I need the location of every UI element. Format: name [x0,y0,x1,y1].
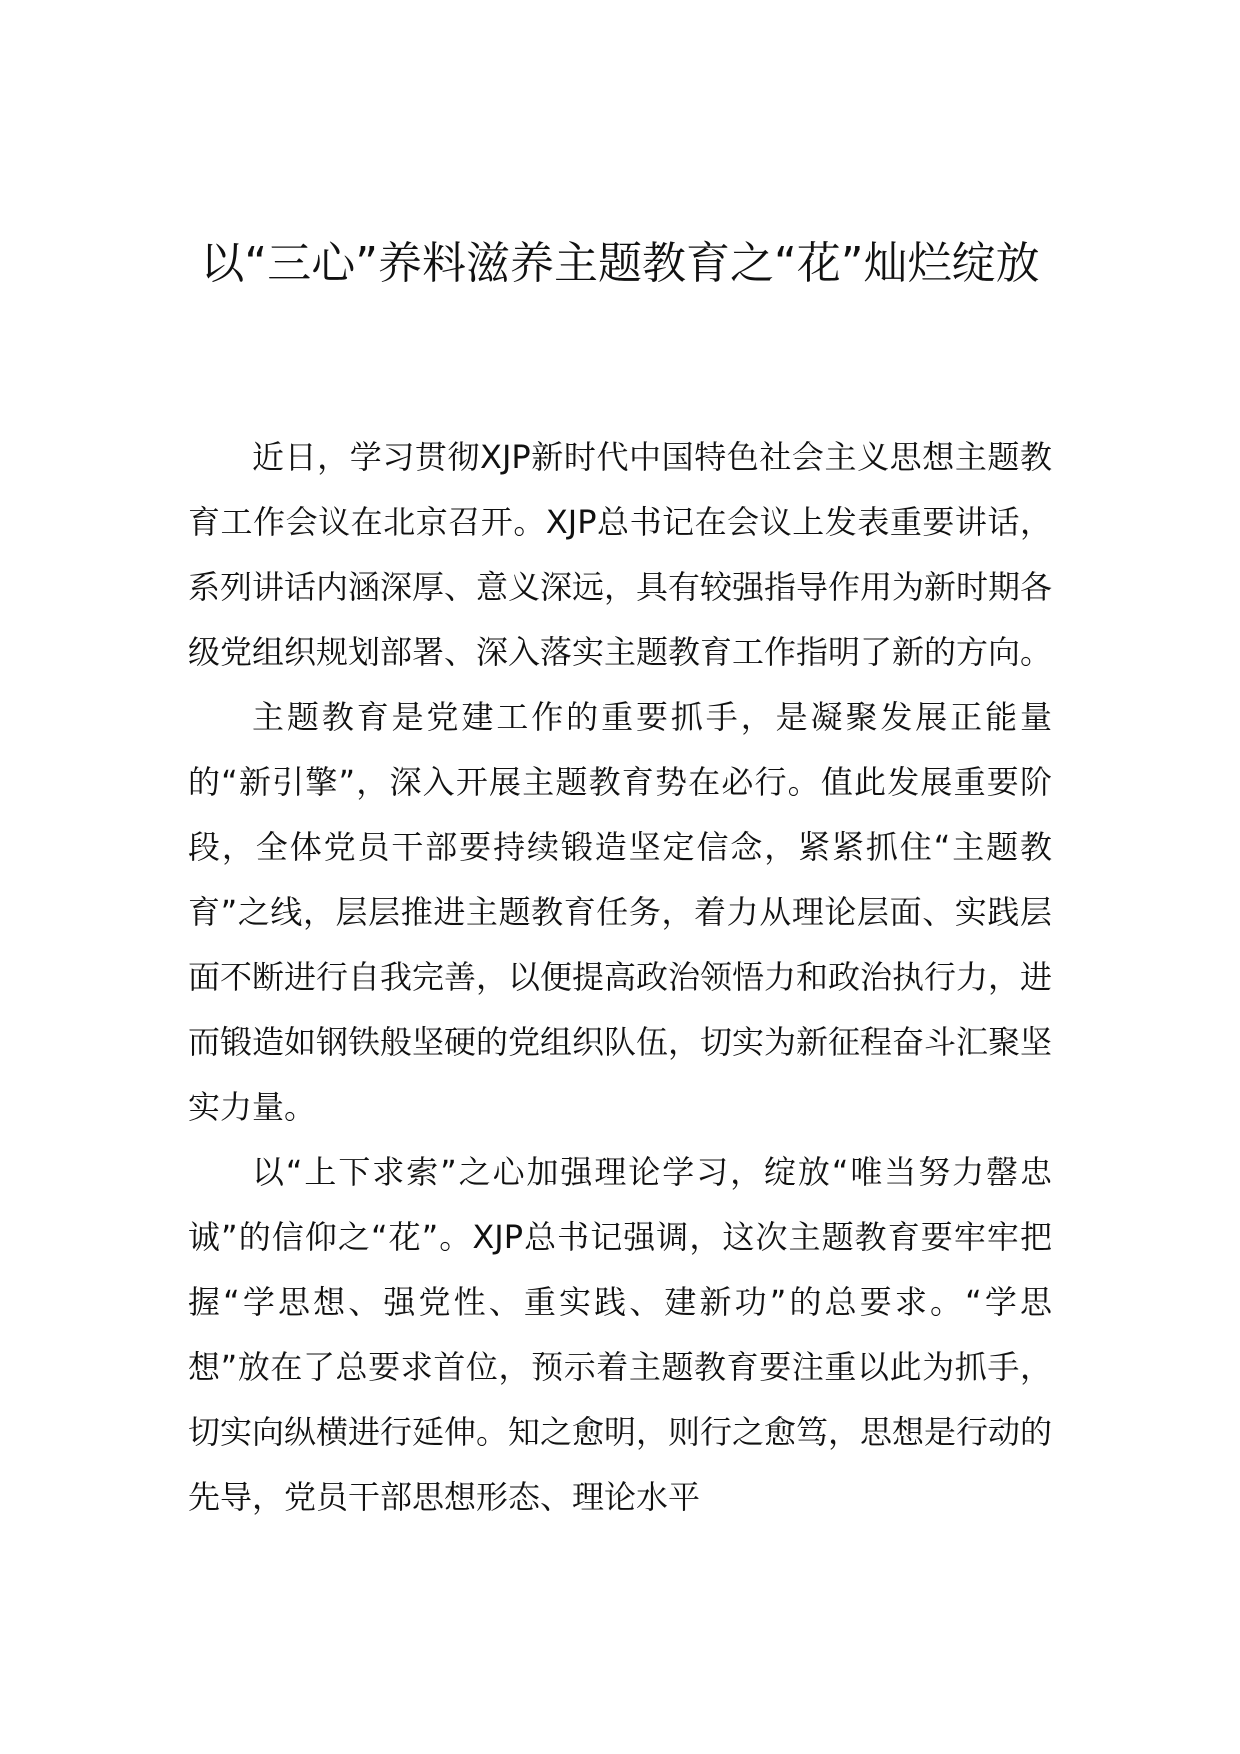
paragraph-2: 主题教育是党建工作的重要抓手，是凝聚发展正能量的“新引擎”，深入开展主题教育势在必行。值此发展重要阶段，全体党员干部要持续锻造坚定信念，紧紧抓住“主题教育”之线，层层推进主题教育任务，着力从理论层面、实践层面不断进行自我完善，以便提高政治领悟力和政治执行力，进而锻造如钢铁般坚硬的党组织队伍，切实为新征程奋斗汇聚坚实力量。 [188,698,1053,1126]
document-title: 以“三心”养料滋养主题教育之“花”灿烂绽放 [200,238,1040,289]
paragraph-1: 近日，学习贯彻XJP新时代中国特色社会主义思想主题教育工作会议在北京召开。XJP总书记在会议上发表重要讲话，系列讲话内涵深厚、意义深远，具有较强指导作用为新时期各级党组织规划部署、深入落实主题教育工作指明了新的方向。 [188,438,1053,671]
paragraph-3: 以“上下求索”之心加强理论学习，绽放“唯当努力罄忠诚”的信仰之“花”。XJP总书记强调，这次主题教育要牢牢把握“学思想、强党性、重实践、建新功”的总要求。“学思想”放在了总要求首位，预示着主题教育要注重以此为抓手，切实向纵横进行延伸。知之愈明，则行之愈笃，思想是行动的先导，党员干部思想形态、理论水平 [188,1153,1053,1516]
document-body [188,425,1052,1530]
